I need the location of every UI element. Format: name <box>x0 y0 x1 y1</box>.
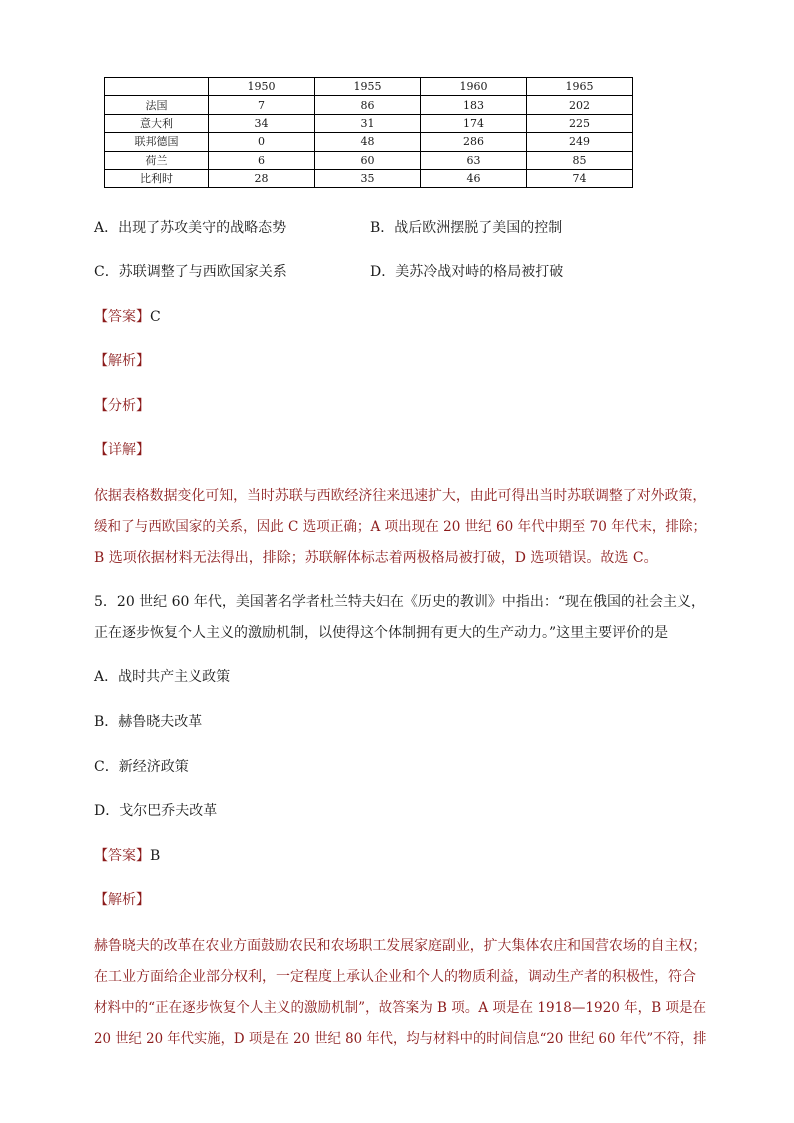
q5-stem-line: 正在逐步恢复个人主义的激励机制，以使得这个体制拥有更大的生产动力。”这里主要评价的是 <box>94 625 669 641</box>
table-row <box>105 169 633 187</box>
answer-tag: 【答案】 <box>94 848 150 864</box>
table-cell: 183 <box>421 96 527 114</box>
table-row <box>105 114 633 132</box>
table-cell: 249 <box>527 133 633 151</box>
table-cell: 225 <box>527 114 633 132</box>
q5-option-c: C．新经济政策 <box>94 759 189 775</box>
q5-explanation-line: 赫鲁晓夫的改革在农业方面鼓励农民和农场职工发展家庭副业，扩大集体农庄和国营农场的自主权； <box>94 938 707 954</box>
answer-tag: 【答案】 <box>94 309 150 325</box>
table-cell: 荷兰 <box>105 151 209 169</box>
q5-explanation-line: 20 世纪 20 年代实施，D 项是在 20 世纪 80 年代，均与材料中的时间信息“20 世纪 60 年代”不符，排 <box>94 1031 707 1047</box>
table-cell: 202 <box>527 96 633 114</box>
q4-xiangjie-tag: 【详解】 <box>94 442 150 458</box>
table-row <box>105 151 633 169</box>
table-row <box>105 96 633 114</box>
table-cell: 174 <box>421 114 527 132</box>
table-cell: 28 <box>209 169 315 187</box>
table-cell: 意大利 <box>105 114 209 132</box>
q4-explanation-line: 缓和了与西欧国家的关系，因此 C 选项正确；A 项出现在 20 世纪 60 年代中期至 70 年代末，排除； <box>94 519 707 535</box>
table-cell: 联邦德国 <box>105 133 209 151</box>
answer-value: C <box>150 309 161 325</box>
table-cell: 60 <box>315 151 421 169</box>
q5-option-a: A．战时共产主义政策 <box>94 669 231 685</box>
table-cell: 286 <box>421 133 527 151</box>
table-cell: 法国 <box>105 96 209 114</box>
table-cell: 48 <box>315 133 421 151</box>
q4-explanation-line: B 选项依据材料无法得出，排除；苏联解体标志着两极格局被打破，D 选项错误。故选 C。 <box>94 550 658 566</box>
table-header-cell: 1965 <box>527 78 633 96</box>
table-cell: 86 <box>315 96 421 114</box>
q5-option-d: D．戈尔巴乔夫改革 <box>94 803 218 819</box>
table-cell: 46 <box>421 169 527 187</box>
table-row <box>105 133 633 151</box>
q4-answer <box>94 306 161 326</box>
q4-option-d: D．美苏冷战对峙的格局被打破 <box>370 264 564 280</box>
table-header-cell: 1960 <box>421 78 527 96</box>
q4-explanation-line: 依据表格数据变化可知，当时苏联与西欧经济往来迅速扩大，由此可得出当时苏联调整了对外政策， <box>94 488 707 504</box>
table-cell: 63 <box>421 151 527 169</box>
q4-option-b: B．战后欧洲摆脱了美国的控制 <box>370 220 563 236</box>
q4-option-c: C．苏联调整了与西欧国家关系 <box>94 264 287 280</box>
q5-answer <box>94 845 160 865</box>
table-cell: 34 <box>209 114 315 132</box>
q4-jiexi-tag: 【解析】 <box>94 353 150 369</box>
q4-fenxi-tag: 【分析】 <box>94 398 150 414</box>
table-header-cell <box>105 78 209 96</box>
table-cell: 85 <box>527 151 633 169</box>
table-cell: 74 <box>527 169 633 187</box>
q5-explanation-line: 材料中的“正在逐步恢复个人主义的激励机制”，故答案为 B 项。A 项是在 1918—1920 年，B 项是在 <box>94 1000 707 1016</box>
table-header-cell: 1950 <box>209 78 315 96</box>
answer-value: B <box>150 848 161 864</box>
table-cell: 35 <box>315 169 421 187</box>
table-cell: 0 <box>209 133 315 151</box>
trade-data-table <box>104 77 633 188</box>
table-header-cell: 1955 <box>315 78 421 96</box>
q5-explanation-line: 在工业方面给企业部分权利，一定程度上承认企业和个人的物质利益，调动生产者的积极性，符合 <box>94 969 696 985</box>
q5-option-b: B．赫鲁晓夫改革 <box>94 714 203 730</box>
table-cell: 7 <box>209 96 315 114</box>
q4-option-a: A．出现了苏攻美守的战略态势 <box>94 220 287 236</box>
table-cell: 31 <box>315 114 421 132</box>
q5-jiexi-tag: 【解析】 <box>94 892 150 908</box>
table-cell: 6 <box>209 151 315 169</box>
table-header-row <box>105 78 633 96</box>
q5-stem-line: 5．20 世纪 60 年代，美国著名学者杜兰特夫妇在《历史的教训》中指出：“现在俄国的社会主义， <box>94 594 706 610</box>
table-cell: 比利时 <box>105 169 209 187</box>
